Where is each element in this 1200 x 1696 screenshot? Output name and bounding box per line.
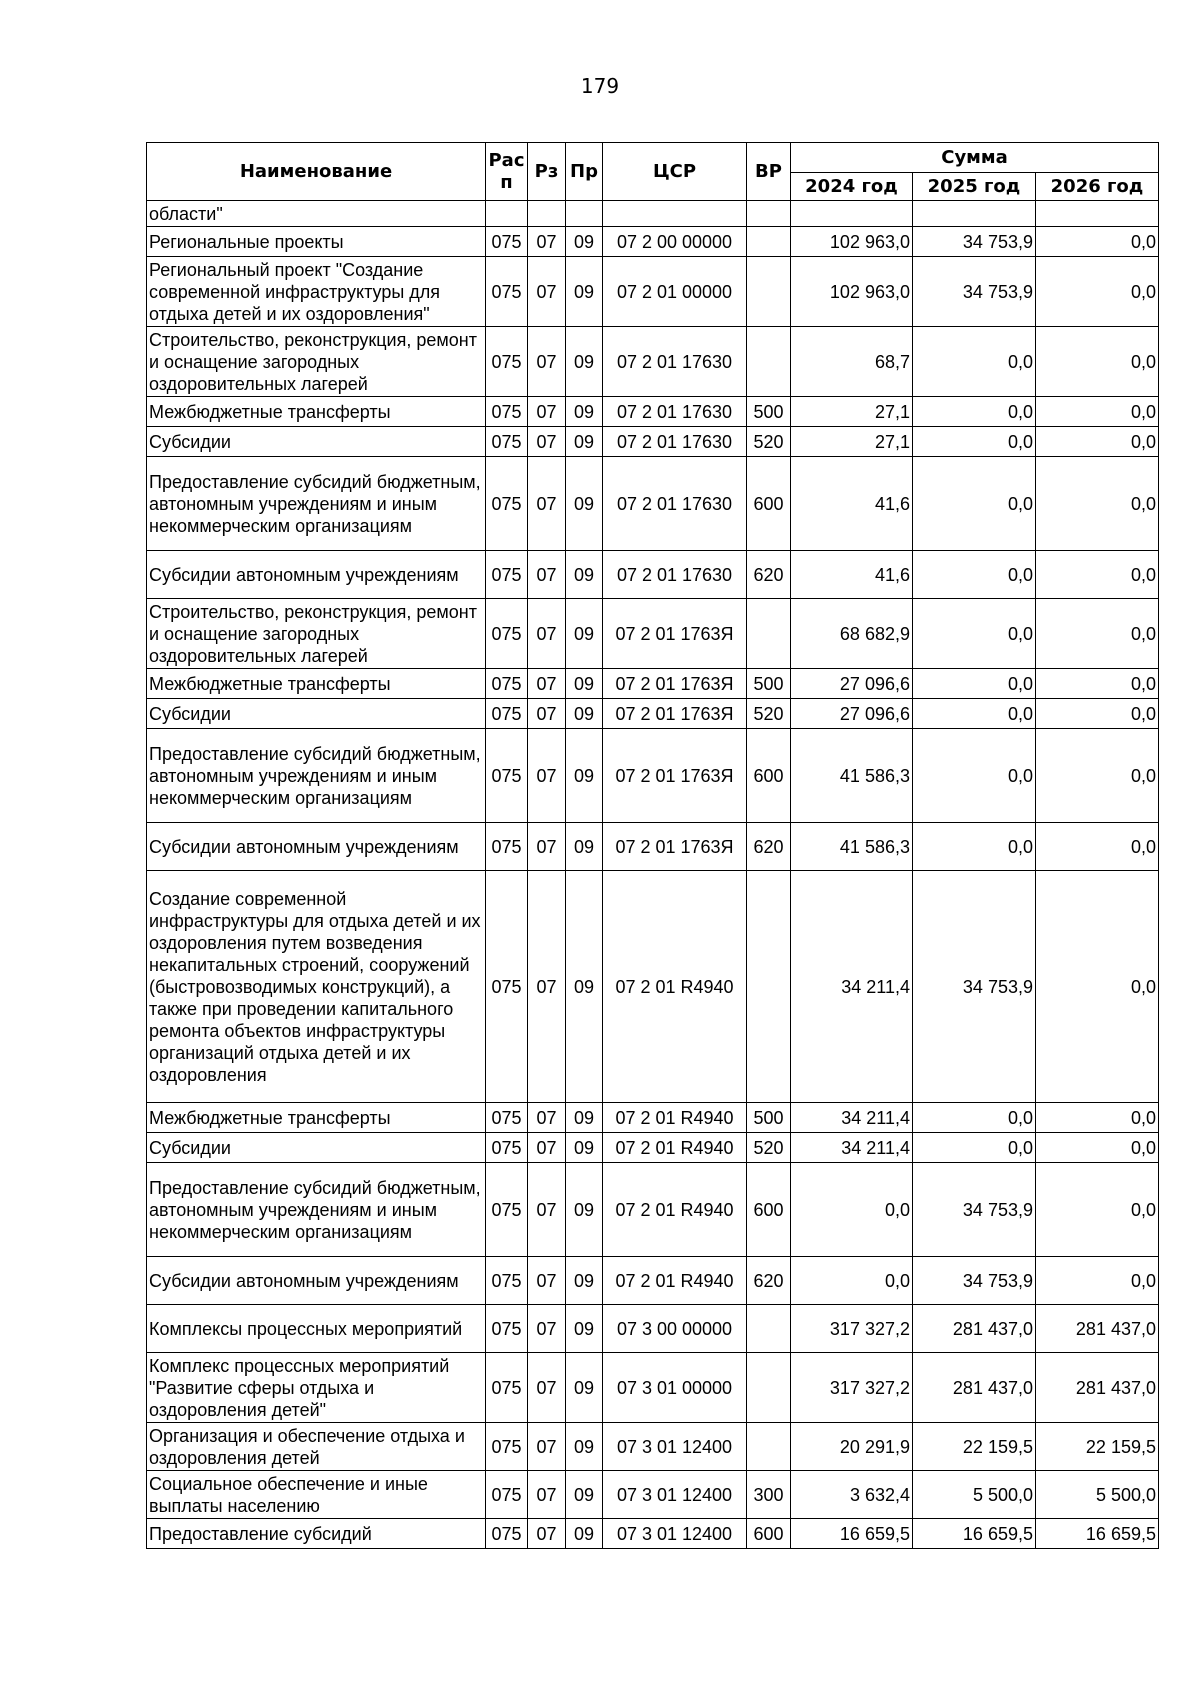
cell-pr: 09 — [566, 427, 603, 457]
cell-rz: 07 — [528, 1133, 566, 1163]
cell-csr: 07 2 01 1763Я — [603, 729, 747, 823]
cell-2026: 0,0 — [1036, 257, 1159, 327]
table-row — [147, 1257, 1159, 1305]
cell-rasp: 075 — [486, 1305, 528, 1353]
cell-pr: 09 — [566, 227, 603, 257]
cell-csr: 07 2 01 R4940 — [603, 871, 747, 1103]
cell-name: Субсидии автономным учреждениям — [147, 551, 486, 599]
cell-2024: 68,7 — [791, 327, 913, 397]
cell-rz: 07 — [528, 227, 566, 257]
cell-rasp: 075 — [486, 397, 528, 427]
cell-pr: 09 — [566, 669, 603, 699]
cell-2024: 27 096,6 — [791, 699, 913, 729]
cell-csr: 07 3 01 00000 — [603, 1353, 747, 1423]
cell-rz: 07 — [528, 1471, 566, 1519]
table-row — [147, 871, 1159, 1103]
cell-vr: 600 — [747, 729, 791, 823]
cell-pr: 09 — [566, 1471, 603, 1519]
cell-vr: 300 — [747, 1471, 791, 1519]
cell-2025: 22 159,5 — [913, 1423, 1036, 1471]
cell-2026: 0,0 — [1036, 1133, 1159, 1163]
table-row — [147, 1103, 1159, 1133]
cell-pr: 09 — [566, 457, 603, 551]
cell-2025: 34 753,9 — [913, 871, 1036, 1103]
cell-2026: 281 437,0 — [1036, 1305, 1159, 1353]
cell-2026: 0,0 — [1036, 699, 1159, 729]
header-rasp: Рас п — [486, 143, 528, 201]
cell-vr — [747, 227, 791, 257]
cell-vr — [747, 1353, 791, 1423]
cell-csr: 07 2 01 1763Я — [603, 823, 747, 871]
cell-2025 — [913, 201, 1036, 227]
cell-rz: 07 — [528, 1353, 566, 1423]
cell-vr: 500 — [747, 1103, 791, 1133]
cell-name: Субсидии автономным учреждениям — [147, 823, 486, 871]
cell-rasp: 075 — [486, 1257, 528, 1305]
cell-2025: 34 753,9 — [913, 1163, 1036, 1257]
table-row — [147, 427, 1159, 457]
cell-rz: 07 — [528, 1305, 566, 1353]
cell-2024: 27 096,6 — [791, 669, 913, 699]
cell-2024: 27,1 — [791, 397, 913, 427]
cell-csr: 07 2 01 17630 — [603, 551, 747, 599]
cell-rasp: 075 — [486, 427, 528, 457]
cell-2025: 0,0 — [913, 327, 1036, 397]
table-row — [147, 227, 1159, 257]
cell-pr: 09 — [566, 823, 603, 871]
cell-rasp: 075 — [486, 227, 528, 257]
cell-pr: 09 — [566, 1353, 603, 1423]
cell-vr — [747, 871, 791, 1103]
cell-vr — [747, 257, 791, 327]
cell-vr: 620 — [747, 1257, 791, 1305]
cell-2025: 0,0 — [913, 427, 1036, 457]
table-row — [147, 1423, 1159, 1471]
table-row — [147, 1133, 1159, 1163]
cell-rasp: 075 — [486, 1519, 528, 1549]
cell-2024: 41 586,3 — [791, 729, 913, 823]
cell-csr: 07 2 01 R4940 — [603, 1257, 747, 1305]
cell-name: Субсидии — [147, 427, 486, 457]
header-vr: ВР — [747, 143, 791, 201]
cell-2026: 0,0 — [1036, 397, 1159, 427]
cell-2025: 34 753,9 — [913, 227, 1036, 257]
cell-rz: 07 — [528, 457, 566, 551]
cell-2024: 41,6 — [791, 457, 913, 551]
cell-pr: 09 — [566, 257, 603, 327]
cell-rz: 07 — [528, 427, 566, 457]
cell-vr: 620 — [747, 551, 791, 599]
cell-rasp: 075 — [486, 1353, 528, 1423]
cell-2025: 281 437,0 — [913, 1353, 1036, 1423]
cell-2024: 34 211,4 — [791, 871, 913, 1103]
cell-2025: 0,0 — [913, 599, 1036, 669]
cell-csr: 07 2 01 R4940 — [603, 1103, 747, 1133]
cell-name: Межбюджетные трансферты — [147, 397, 486, 427]
cell-csr: 07 2 00 00000 — [603, 227, 747, 257]
cell-rasp: 075 — [486, 871, 528, 1103]
cell-pr: 09 — [566, 871, 603, 1103]
cell-rasp: 075 — [486, 729, 528, 823]
cell-name: Предоставление субсидий бюджетным, автономным учреждениям и иным некоммерческим организациям — [147, 729, 486, 823]
cell-rasp: 075 — [486, 327, 528, 397]
page-number: 179 — [580, 74, 620, 98]
cell-2025: 0,0 — [913, 1133, 1036, 1163]
budget-table — [146, 142, 1159, 1549]
cell-pr: 09 — [566, 699, 603, 729]
table-row — [147, 1471, 1159, 1519]
cell-2026: 0,0 — [1036, 227, 1159, 257]
cell-2026: 0,0 — [1036, 599, 1159, 669]
cell-pr — [566, 201, 603, 227]
cell-2024: 3 632,4 — [791, 1471, 913, 1519]
cell-pr: 09 — [566, 1257, 603, 1305]
header-rz: Рз — [528, 143, 566, 201]
header-csr: ЦСР — [603, 143, 747, 201]
cell-2026: 16 659,5 — [1036, 1519, 1159, 1549]
cell-2025: 0,0 — [913, 1103, 1036, 1133]
cell-vr: 600 — [747, 1519, 791, 1549]
table-row — [147, 257, 1159, 327]
cell-2024: 34 211,4 — [791, 1103, 913, 1133]
cell-2024: 317 327,2 — [791, 1305, 913, 1353]
table-row — [147, 1163, 1159, 1257]
cell-csr: 07 2 01 17630 — [603, 397, 747, 427]
cell-vr: 600 — [747, 457, 791, 551]
table-row — [147, 551, 1159, 599]
cell-name: Строительство, реконструкция, ремонт и оснащение загородных оздоровительных лагерей — [147, 599, 486, 669]
cell-rasp: 075 — [486, 1163, 528, 1257]
cell-2024: 34 211,4 — [791, 1133, 913, 1163]
cell-name: Субсидии автономным учреждениям — [147, 1257, 486, 1305]
cell-pr: 09 — [566, 729, 603, 823]
cell-2024: 16 659,5 — [791, 1519, 913, 1549]
cell-rz: 07 — [528, 599, 566, 669]
cell-rasp: 075 — [486, 599, 528, 669]
header-name: Наименование — [147, 143, 486, 201]
cell-rz: 07 — [528, 1423, 566, 1471]
cell-name: Межбюджетные трансферты — [147, 669, 486, 699]
cell-2026: 0,0 — [1036, 1163, 1159, 1257]
cell-2026: 22 159,5 — [1036, 1423, 1159, 1471]
cell-2024: 41 586,3 — [791, 823, 913, 871]
cell-csr: 07 2 01 1763Я — [603, 599, 747, 669]
cell-csr: 07 2 01 17630 — [603, 427, 747, 457]
table-row — [147, 397, 1159, 427]
cell-vr — [747, 599, 791, 669]
cell-2025: 16 659,5 — [913, 1519, 1036, 1549]
cell-2026: 0,0 — [1036, 871, 1159, 1103]
cell-2024: 68 682,9 — [791, 599, 913, 669]
cell-csr: 07 2 01 17630 — [603, 327, 747, 397]
cell-pr: 09 — [566, 1163, 603, 1257]
cell-vr: 520 — [747, 699, 791, 729]
cell-name: Предоставление субсидий — [147, 1519, 486, 1549]
cell-rasp: 075 — [486, 1471, 528, 1519]
cell-csr: 07 2 01 R4940 — [603, 1163, 747, 1257]
cell-2026: 0,0 — [1036, 551, 1159, 599]
cell-2025: 0,0 — [913, 397, 1036, 427]
cell-rasp — [486, 201, 528, 227]
cell-csr — [603, 201, 747, 227]
cell-2026: 0,0 — [1036, 823, 1159, 871]
cell-2024: 102 963,0 — [791, 257, 913, 327]
table-row — [147, 1519, 1159, 1549]
cell-rasp: 075 — [486, 457, 528, 551]
header-2026: 2026 год — [1036, 173, 1159, 201]
cell-pr: 09 — [566, 1305, 603, 1353]
cell-2025: 0,0 — [913, 669, 1036, 699]
cell-csr: 07 2 01 00000 — [603, 257, 747, 327]
header-2025: 2025 год — [913, 173, 1036, 201]
cell-rasp: 075 — [486, 1423, 528, 1471]
cell-2025: 0,0 — [913, 823, 1036, 871]
cell-2024: 0,0 — [791, 1257, 913, 1305]
cell-2024: 0,0 — [791, 1163, 913, 1257]
cell-name: Организация и обеспечение отдыха и оздоровления детей — [147, 1423, 486, 1471]
cell-2025: 34 753,9 — [913, 1257, 1036, 1305]
cell-2026: 0,0 — [1036, 669, 1159, 699]
cell-2024: 317 327,2 — [791, 1353, 913, 1423]
cell-pr: 09 — [566, 1133, 603, 1163]
header-sum: Сумма — [791, 143, 1159, 173]
cell-rz: 07 — [528, 699, 566, 729]
cell-name: Предоставление субсидий бюджетным, автономным учреждениям и иным некоммерческим организациям — [147, 457, 486, 551]
table-body — [147, 201, 1159, 1549]
cell-name: Комплексы процессных мероприятий — [147, 1305, 486, 1353]
table-row — [147, 823, 1159, 871]
cell-rz: 07 — [528, 551, 566, 599]
cell-rasp: 075 — [486, 1103, 528, 1133]
header-2024: 2024 год — [791, 173, 913, 201]
cell-2024 — [791, 201, 913, 227]
cell-2025: 0,0 — [913, 551, 1036, 599]
cell-rasp: 075 — [486, 699, 528, 729]
cell-vr: 520 — [747, 1133, 791, 1163]
cell-csr: 07 2 01 17630 — [603, 457, 747, 551]
cell-2026: 0,0 — [1036, 427, 1159, 457]
cell-rasp: 075 — [486, 257, 528, 327]
table-row — [147, 457, 1159, 551]
cell-pr: 09 — [566, 1519, 603, 1549]
cell-vr — [747, 1423, 791, 1471]
cell-vr: 520 — [747, 427, 791, 457]
cell-rz — [528, 201, 566, 227]
cell-vr: 500 — [747, 397, 791, 427]
cell-name: Региональный проект "Создание современной инфраструктуры для отдыха детей и их оздоровления" — [147, 257, 486, 327]
cell-2025: 0,0 — [913, 699, 1036, 729]
cell-pr: 09 — [566, 599, 603, 669]
cell-pr: 09 — [566, 1423, 603, 1471]
cell-2025: 0,0 — [913, 729, 1036, 823]
table-header — [147, 143, 1159, 201]
cell-name: области" — [147, 201, 486, 227]
cell-2026: 281 437,0 — [1036, 1353, 1159, 1423]
cell-rz: 07 — [528, 823, 566, 871]
cell-csr: 07 3 01 12400 — [603, 1471, 747, 1519]
cell-pr: 09 — [566, 327, 603, 397]
cell-2025: 5 500,0 — [913, 1471, 1036, 1519]
cell-2025: 281 437,0 — [913, 1305, 1036, 1353]
cell-vr — [747, 201, 791, 227]
cell-vr — [747, 327, 791, 397]
cell-2026 — [1036, 201, 1159, 227]
cell-rz: 07 — [528, 397, 566, 427]
cell-vr: 600 — [747, 1163, 791, 1257]
cell-name: Строительство, реконструкция, ремонт и оснащение загородных оздоровительных лагерей — [147, 327, 486, 397]
cell-rz: 07 — [528, 729, 566, 823]
cell-name: Региональные проекты — [147, 227, 486, 257]
cell-rz: 07 — [528, 1103, 566, 1133]
cell-name: Субсидии — [147, 699, 486, 729]
cell-csr: 07 2 01 R4940 — [603, 1133, 747, 1163]
table-row — [147, 729, 1159, 823]
cell-name: Субсидии — [147, 1133, 486, 1163]
table-row — [147, 599, 1159, 669]
cell-pr: 09 — [566, 551, 603, 599]
cell-2026: 5 500,0 — [1036, 1471, 1159, 1519]
cell-rasp: 075 — [486, 823, 528, 871]
cell-rz: 07 — [528, 257, 566, 327]
cell-2024: 20 291,9 — [791, 1423, 913, 1471]
cell-2026: 0,0 — [1036, 327, 1159, 397]
cell-rz: 07 — [528, 327, 566, 397]
table-row — [147, 699, 1159, 729]
cell-rz: 07 — [528, 669, 566, 699]
cell-2026: 0,0 — [1036, 1103, 1159, 1133]
table-row — [147, 327, 1159, 397]
cell-vr: 620 — [747, 823, 791, 871]
cell-rz: 07 — [528, 1519, 566, 1549]
cell-name: Комплекс процессных мероприятий "Развитие сферы отдыха и оздоровления детей" — [147, 1353, 486, 1423]
header-pr: Пр — [566, 143, 603, 201]
table-row — [147, 669, 1159, 699]
cell-2025: 34 753,9 — [913, 257, 1036, 327]
cell-rasp: 075 — [486, 1133, 528, 1163]
cell-name: Создание современной инфраструктуры для отдыха детей и их оздоровления путем возведения некапитальных строений, сооружений (быстровозводимых конструкций), а также при проведении капитального ремонта объектов инфраструктуры организаций отдыха детей и их оздоровления — [147, 871, 486, 1103]
cell-name: Предоставление субсидий бюджетным, автономным учреждениям и иным некоммерческим организациям — [147, 1163, 486, 1257]
table-row — [147, 201, 1159, 227]
cell-csr: 07 3 01 12400 — [603, 1423, 747, 1471]
cell-csr: 07 3 01 12400 — [603, 1519, 747, 1549]
cell-csr: 07 2 01 1763Я — [603, 669, 747, 699]
cell-2024: 41,6 — [791, 551, 913, 599]
cell-vr: 500 — [747, 669, 791, 699]
cell-csr: 07 3 00 00000 — [603, 1305, 747, 1353]
cell-2026: 0,0 — [1036, 457, 1159, 551]
table-row — [147, 1305, 1159, 1353]
cell-2026: 0,0 — [1036, 1257, 1159, 1305]
cell-name: Социальное обеспечение и иные выплаты населению — [147, 1471, 486, 1519]
cell-rz: 07 — [528, 1257, 566, 1305]
cell-rasp: 075 — [486, 551, 528, 599]
cell-vr — [747, 1305, 791, 1353]
cell-pr: 09 — [566, 397, 603, 427]
cell-pr: 09 — [566, 1103, 603, 1133]
cell-2025: 0,0 — [913, 457, 1036, 551]
cell-name: Межбюджетные трансферты — [147, 1103, 486, 1133]
cell-2024: 102 963,0 — [791, 227, 913, 257]
cell-rz: 07 — [528, 871, 566, 1103]
table-row — [147, 1353, 1159, 1423]
cell-csr: 07 2 01 1763Я — [603, 699, 747, 729]
cell-rz: 07 — [528, 1163, 566, 1257]
cell-2024: 27,1 — [791, 427, 913, 457]
cell-2026: 0,0 — [1036, 729, 1159, 823]
cell-rasp: 075 — [486, 669, 528, 699]
